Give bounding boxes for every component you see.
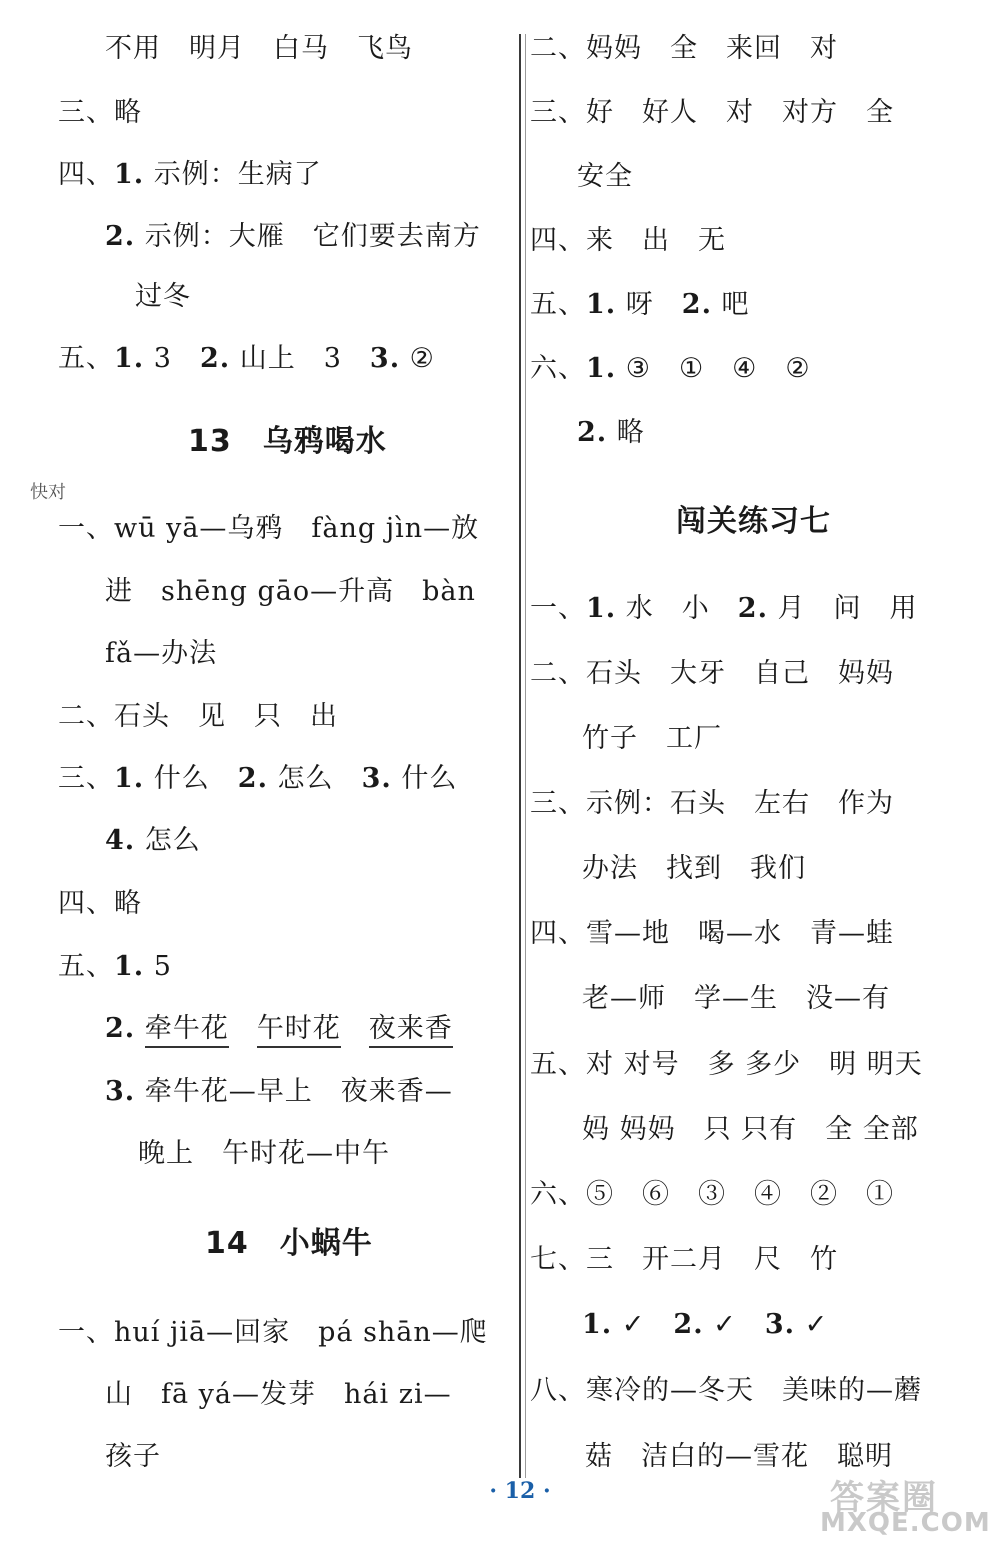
answer-line: 五、1. 5	[58, 951, 172, 982]
lesson-title: 13 乌鸦喝水	[188, 424, 387, 459]
answer-line: 过冬	[135, 281, 191, 312]
answer-line: 三、1. 什么 2. 怎么 3. 什么	[58, 763, 458, 794]
side-watermark: 快对	[30, 482, 66, 503]
answer-line: 妈 妈妈 只 只有 全 全部	[582, 1114, 919, 1145]
column-divider-thin	[525, 34, 526, 1478]
answer-line: 四、1. 示例：生病了	[58, 159, 322, 190]
answer-line: 菇 洁白的—雪花 聪明	[585, 1441, 893, 1472]
answer-line: 1. ✓ 2. ✓ 3. ✓	[582, 1309, 829, 1340]
answer-line: 山 fā yá—发芽 hái zi—	[105, 1379, 452, 1410]
answer-line: 进 shēng gāo—升高 bàn	[105, 576, 476, 607]
answer-line: 四、雪—地 喝—水 青—蛙	[530, 918, 894, 949]
answer-line: 一、wū yā—乌鸦 fàng jìn—放	[58, 513, 480, 544]
answer-line: 二、妈妈 全 来回 对	[530, 33, 838, 64]
answer-line: 三、好 好人 对 对方 全	[530, 97, 894, 128]
answer-line: 四、来 出 无	[530, 225, 726, 256]
answer-line: 五、对 对号 多 多少 明 明天	[530, 1049, 923, 1080]
answer-line: 不用 明月 白马 飞鸟	[105, 33, 413, 64]
answer-line: 三、示例：石头 左右 作为	[530, 788, 894, 819]
answer-line: 孩子	[105, 1441, 161, 1472]
page-number: · 12 ·	[489, 1478, 551, 1504]
answer-line: 3. 牵牛花—早上 夜来香—	[105, 1076, 453, 1107]
site-watermark: 答案圈 MXQE.COM	[820, 1478, 991, 1538]
answer-line: 一、1. 水 小 2. 月 问 用	[530, 593, 918, 624]
answer-line: fǎ—办法	[105, 638, 218, 669]
answer-line: 五、1. 3 2. 山上 3 3. ②	[58, 343, 435, 374]
answer-line: 二、石头 大牙 自己 妈妈	[530, 658, 894, 689]
answer-line: 2. 示例：大雁 它们要去南方	[105, 221, 481, 252]
answer-line: 竹子 工厂	[582, 723, 722, 754]
answer-line: 晚上 午时花—中午	[138, 1138, 390, 1169]
answer-line: 三、略	[58, 97, 142, 128]
answer-line: 4. 怎么	[105, 825, 201, 856]
answer-line: 五、1. 呀 2. 吧	[530, 289, 750, 320]
answer-line: 二、石头 见 只 出	[58, 701, 338, 732]
answer-line: 七、三 开二月 尺 竹	[530, 1244, 838, 1275]
answer-line: 一、huí jiā—回家 pá shān—爬	[58, 1317, 488, 1348]
answer-line: 四、略	[58, 888, 142, 919]
answer-line: 六、⑤ ⑥ ③ ④ ② ①	[530, 1179, 894, 1210]
answer-line: 2. 牵牛花 午时花 夜来香	[105, 1012, 453, 1046]
answer-line: 办法 找到 我们	[582, 853, 806, 884]
answer-line: 安全	[577, 161, 633, 192]
answer-line: 六、1. ③ ① ④ ②	[530, 353, 811, 384]
section-title: 闯关练习七	[676, 504, 831, 539]
column-divider	[519, 34, 521, 1478]
answer-line: 八、寒冷的—冬天 美味的—蘑	[530, 1375, 922, 1406]
answer-line: 老—师 学—生 没—有	[582, 983, 890, 1014]
lesson-title: 14 小蜗牛	[205, 1226, 373, 1261]
answer-line: 2. 略	[577, 417, 645, 448]
